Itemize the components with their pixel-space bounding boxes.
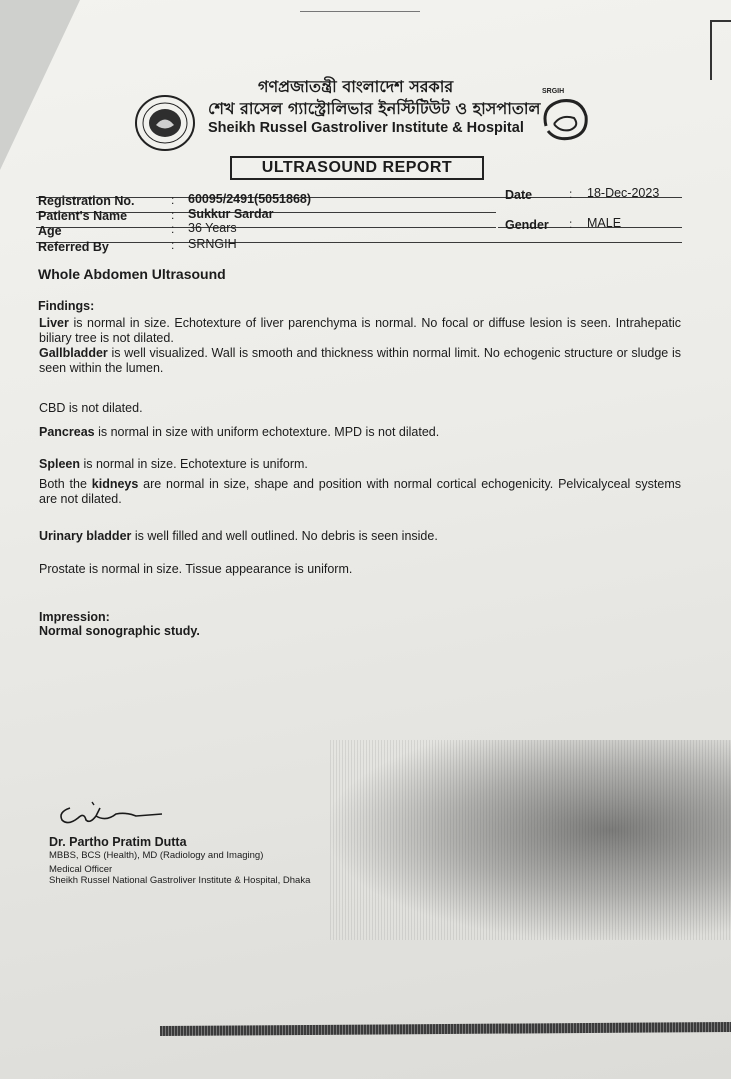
finding-gallbladder [39, 346, 681, 376]
top-edge-mark [300, 11, 420, 12]
folded-corner [0, 0, 80, 170]
gender-label: Gender [505, 218, 549, 232]
info-divider [36, 227, 496, 228]
doctor-designation: Medical Officer [49, 864, 113, 875]
age-label: Age [38, 224, 62, 238]
gender-value: MALE [587, 216, 622, 230]
registration-value: 60095/2491(5051868) [188, 192, 312, 206]
doctor-signature [56, 798, 166, 828]
colon: : [171, 208, 175, 222]
finding-text: is not dilated. [65, 401, 143, 415]
photocopy-smudge [330, 740, 731, 940]
organ-name: Gallbladder [39, 346, 108, 360]
hospital-logo-graphic [536, 86, 596, 148]
bottom-scan-artifact [160, 1022, 731, 1036]
institute-name-bangla: শেখ রাসেল গ্যাস্ট্রোলিভার ইনস্টিটিউট ও হাসপাতাল [208, 99, 541, 118]
referred-by-label: Referred By [38, 240, 109, 254]
organ-name: kidneys [91, 477, 139, 491]
organ-name: Urinary bladder [39, 529, 132, 543]
impression-label: Impression: [39, 610, 110, 624]
organ-name: Liver [39, 316, 69, 330]
hospital-logo [536, 86, 596, 148]
finding-text: is well filled and well outlined. No debris is seen inside. [131, 529, 438, 543]
age-value: 36 Years [188, 221, 237, 235]
referred-by-value: SRNGIH [188, 237, 237, 251]
finding-urinary-bladder [39, 529, 681, 544]
date-value: 18-Dec-2023 [587, 186, 660, 200]
hospital-logo-text: SRGIH [542, 88, 565, 95]
organ-name: Pancreas [39, 425, 95, 439]
colon: : [569, 217, 573, 231]
finding-kidneys [39, 477, 681, 507]
colon: : [569, 187, 573, 201]
organ-name: CBD [39, 401, 66, 415]
exam-title: Whole Abdomen Ultrasound [38, 266, 226, 282]
doctor-name: Dr. Partho Pratim Dutta [49, 835, 187, 849]
finding-text: is well visualized. Wall is smooth and thickness within normal limit. No echogenic structure or sludge is seen within the lumen. [39, 346, 681, 375]
right-edge-mark [710, 20, 731, 22]
findings-label: Findings: [38, 299, 95, 313]
patient-name-value: Sukkur Sardar [188, 207, 274, 221]
government-line: গণপ্রজাতন্ত্রী বাংলাদেশ সরকার [258, 77, 454, 96]
doctor-institution: Sheikh Russel National Gastroliver Institute & Hospital, Dhaka [49, 875, 311, 886]
finding-prefix: Both the [39, 477, 92, 491]
institute-name: Sheikh Russel Gastroliver Institute & Hospital [208, 120, 524, 136]
info-divider [36, 242, 682, 243]
patient-info [36, 186, 682, 256]
report-title: ULTRASOUND REPORT [230, 156, 484, 180]
government-seal-logo [134, 94, 196, 152]
finding-prostate [39, 562, 681, 577]
colon: : [171, 222, 175, 236]
patient-name-label: Patient's Name [38, 209, 128, 223]
finding-text: is normal in size with uniform echotexture. MPD is not dilated. [94, 425, 440, 439]
registration-label: Registration No. [38, 194, 135, 208]
right-edge-mark-vertical [710, 20, 712, 80]
finding-text: is normal in size. Echotexture of liver parenchyma is normal. No focal or diffuse lesion is seen. Intrahepatic biliary tree is not dilated. [39, 316, 681, 345]
finding-text: are normal in size, shape and position with normal cortical echogenicity. Pelvicalyceal systems are not dilated. [39, 477, 681, 506]
finding-spleen [39, 457, 681, 472]
doctor-degrees: MBBS, BCS (Health), MD (Radiology and Imaging) [49, 850, 264, 861]
impression-text: Normal sonographic study. [39, 624, 200, 638]
finding-liver [39, 301, 681, 346]
finding-cbd [39, 401, 681, 416]
finding-pancreas [39, 425, 681, 440]
date-label: Date [505, 188, 533, 202]
finding-text: is normal in size. Tissue appearance is uniform. [85, 562, 353, 576]
colon: : [171, 238, 175, 252]
finding-text: is normal in size. Echotexture is uniform. [80, 457, 308, 471]
organ-name: Prostate [39, 562, 86, 576]
colon: : [171, 193, 175, 207]
organ-name: Spleen [39, 457, 80, 471]
